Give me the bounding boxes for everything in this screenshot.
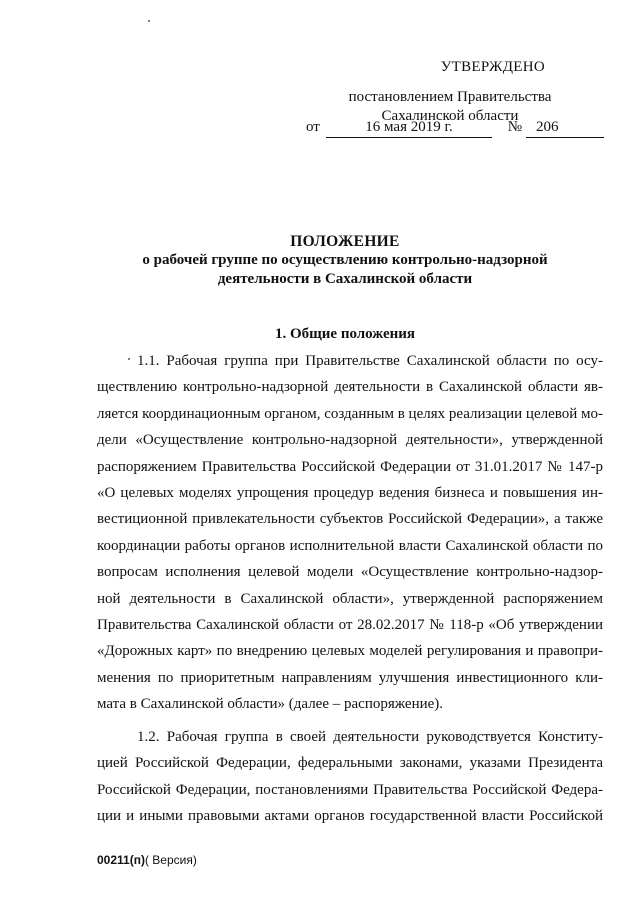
paragraph-1-line: вопросам исполнения целевой модели «Осуществление контрольно-надзор- bbox=[97, 564, 603, 581]
paragraph-1-line: координации работы органов исполнительной власти Сахалинской области по bbox=[97, 537, 603, 554]
approval-number: 206 bbox=[526, 118, 604, 138]
approval-date: 16 мая 2019 г. bbox=[326, 118, 492, 138]
paragraph-2-line: Российской Федерации, постановлениями Правительства Российской Федера- bbox=[97, 781, 603, 798]
paragraph-2-line: 1.2. Рабочая группа в своей деятельности руководствуется Конститу- bbox=[137, 728, 603, 745]
approval-date-line bbox=[306, 118, 606, 138]
date-from-label: от bbox=[306, 119, 320, 135]
paragraph-1-line: «Дорожных карт» по внедрению целевых моделей регулирования и правопри- bbox=[97, 643, 603, 660]
document-title bbox=[70, 232, 620, 289]
approval-issuer-line1: постановлением Правительства bbox=[348, 89, 552, 105]
paragraph-1-line: Правительства Сахалинской области от 28.02.2017 № 118-р «Об утверждении bbox=[97, 617, 603, 634]
scan-speck bbox=[148, 20, 150, 22]
title-line-2: о рабочей группе по осуществлению контрольно-надзорной bbox=[142, 252, 548, 268]
body-text bbox=[97, 348, 603, 829]
paragraph-2-line: ции и иными правовыми актами органов государственной власти Российской bbox=[97, 807, 603, 824]
paragraph-1-line: менения по приоритетным направлениям улучшения инвестиционного кли- bbox=[97, 669, 603, 686]
footer-code: 00211(п) bbox=[97, 853, 145, 867]
paragraph-1-line: распоряжением Правительства Российской Федерации от 31.01.2017 № 147-р bbox=[97, 458, 603, 475]
approval-issuer-line2: Сахалинской области bbox=[381, 108, 519, 124]
title-line-1: ПОЛОЖЕНИЕ bbox=[290, 233, 400, 250]
scan-speck bbox=[128, 358, 130, 360]
footer-version: ( Версия) bbox=[144, 853, 197, 867]
paragraph-1-line: ной деятельности в Сахалинской области», утвержденной распоряжением bbox=[97, 590, 603, 607]
paragraph-2-line: цией Российской Федерации, федеральными законами, указами Президента bbox=[97, 755, 603, 772]
section-heading: 1. Общие положения bbox=[274, 326, 416, 342]
paragraph-1-line: 1.1. Рабочая группа при Правительстве Сахалинской области по осу- bbox=[137, 353, 603, 369]
paragraph-1-line: мата в Сахалинской области» (далее – распоряжение). bbox=[97, 696, 444, 713]
paragraph-1-line: ществлению контрольно-надзорной деятельности в Сахалинской области яв- bbox=[97, 379, 603, 396]
approval-heading: УТВЕРЖДЕНО bbox=[440, 59, 545, 75]
paragraph-1-line: дели «Осуществление контрольно-надзорной деятельности», утвержденной bbox=[97, 432, 603, 449]
paragraph-1-line: ляется координационным органом, созданным в целях реализации целевой мо- bbox=[97, 405, 603, 422]
title-line-3: деятельности в Сахалинской области bbox=[217, 271, 473, 287]
paragraph-1-line: вестиционной привлекательности субъектов Российской Федерации», а также bbox=[97, 511, 603, 528]
approval-block bbox=[300, 58, 600, 126]
number-sign: № bbox=[507, 119, 522, 135]
paragraph-1-line: «О целевых моделях упрощения процедур ведения бизнеса и повышения ин- bbox=[97, 485, 603, 502]
document-footer bbox=[97, 853, 197, 867]
